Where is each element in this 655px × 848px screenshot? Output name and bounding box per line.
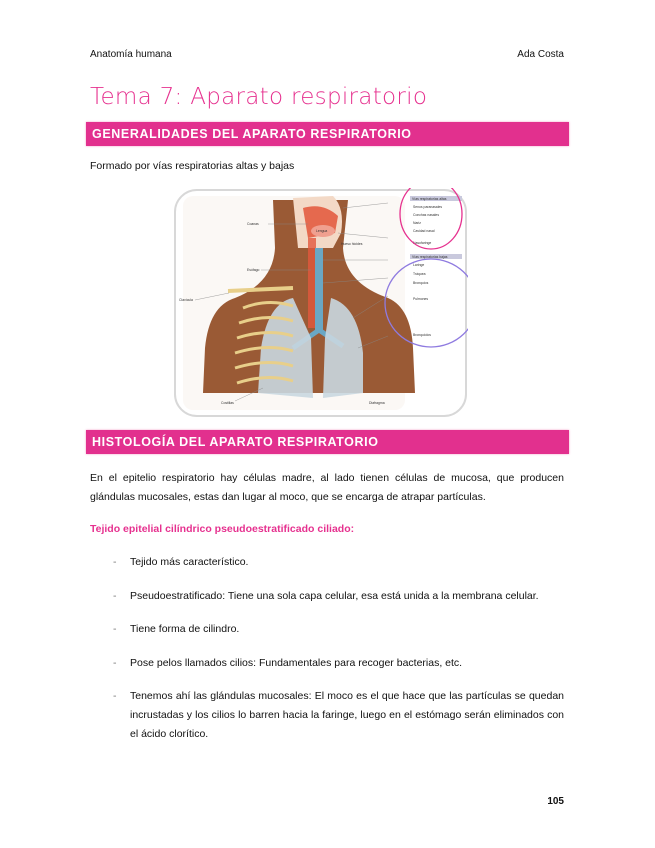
fig-label: Esófago <box>247 268 260 272</box>
histology-paragraph: En el epitelio respiratorio hay células madre, al lado tienen células de mucosa, que producen glándulas mucosales, estas dan lugar al moco, que se encarga de atrapar partículas. <box>90 472 564 503</box>
subheading-tejido: Tejido epitelial cilíndrico pseudoestratificado ciliado: <box>90 523 355 535</box>
header-course: Anatomía humana <box>90 49 172 60</box>
bullet-text: Tiene forma de cilindro. <box>130 623 240 635</box>
bullet-marker: - <box>113 590 117 602</box>
fig-label: Nasofaringe <box>413 241 432 245</box>
bullet-marker: - <box>113 623 117 635</box>
fig-label: Conchas nasales <box>413 213 440 217</box>
fig-label: Cavidad nasal <box>413 229 435 233</box>
bullet-text: Tejido más característico. <box>130 556 249 568</box>
fig-label: Coanas <box>247 222 259 226</box>
bullet-text: Pseudoestratificado: Tiene una sola capa celular, esa está unida a la membrana celular. <box>130 590 539 602</box>
fig-label: Lengua <box>316 229 328 233</box>
fig-label: Pulmones <box>413 297 429 301</box>
fig-group-low: Vías respiratorias bajas <box>412 255 448 259</box>
fig-label: Hueso hioides <box>341 242 363 246</box>
respiratory-figure <box>173 188 468 418</box>
bullet-marker: - <box>113 556 117 568</box>
fig-label: Diafragma <box>369 401 385 405</box>
fig-label: Tráquea <box>413 272 426 276</box>
bullet-marker: - <box>113 690 117 702</box>
page-number: 105 <box>547 796 564 807</box>
fig-group-high: Vías respiratorias altas <box>412 197 447 201</box>
fig-label: Bronquios <box>413 281 429 285</box>
fig-label: Costillas <box>221 401 234 405</box>
fig-label: Clavícula <box>179 298 193 302</box>
fig-label: Laringe <box>413 263 425 267</box>
fig-label: Nariz <box>413 221 421 225</box>
section-heading-generalidades: GENERALIDADES DEL APARATO RESPIRATORIO <box>86 122 569 146</box>
fig-label: Bronquiolos <box>413 333 431 337</box>
fig-label: Senos paranasales <box>413 205 443 209</box>
bullet-text: Pose pelos llamados cilios: Fundamentales para recoger bacterias, etc. <box>130 657 463 669</box>
bullet-marker: - <box>113 657 117 669</box>
bullet-text: Tenemos ahí las glándulas mucosales: El moco es el que hace que las partículas se quedan incrustadas y los cilios lo barren hacia la faringe, luego en el estómago serán eliminados con el ácido clorítico. <box>130 690 564 740</box>
section-heading-histologia: HISTOLOGÍA DEL APARATO RESPIRATORIO <box>86 430 569 454</box>
section1-text: Formado por vías respiratorias altas y bajas <box>90 160 295 172</box>
page-title: Tema 7: Aparato respiratorio <box>90 84 428 110</box>
header-author: Ada Costa <box>517 49 564 60</box>
